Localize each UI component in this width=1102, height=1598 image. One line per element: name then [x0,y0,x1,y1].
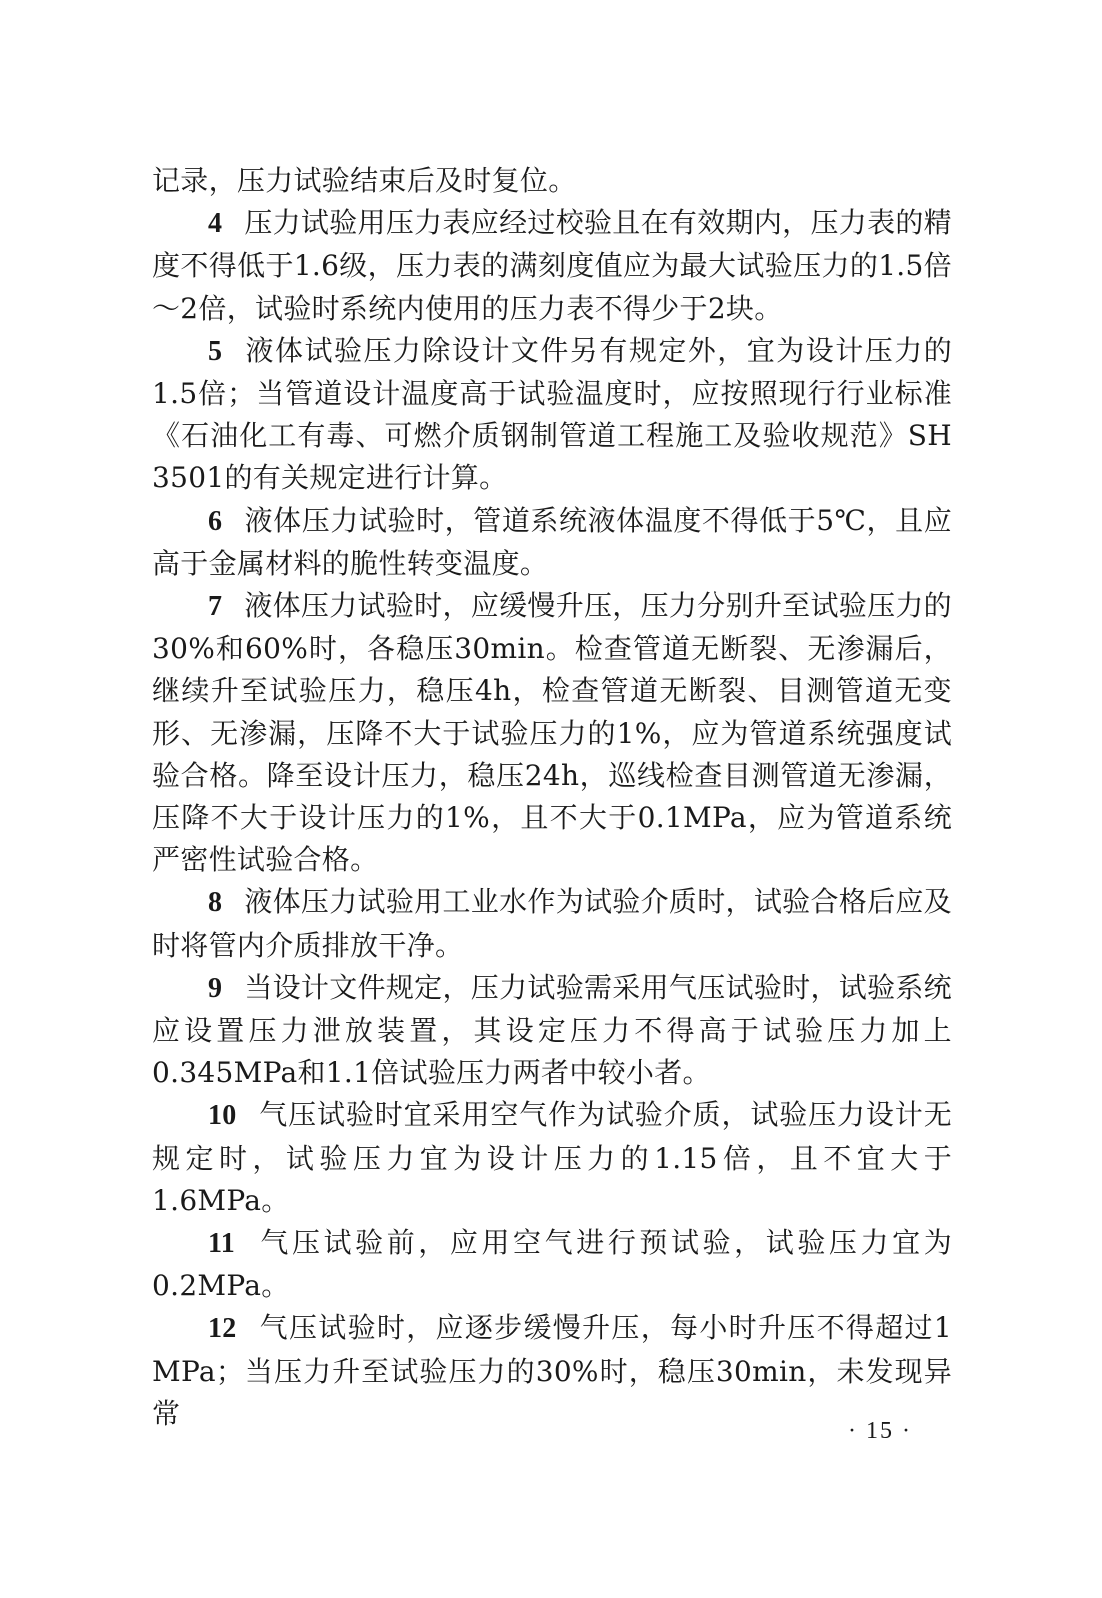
list-item [152,202,952,330]
item-text: 气压试验时，应逐步缓慢升压，每小时升压不得超过1 MPa；当压力升至试验压力的30%时，稳压30min，未发现异常 [152,1311,952,1430]
item-number: 12 [208,1313,237,1345]
item-text: 液体压力试验用工业水作为试验介质时，试验合格后应及时将管内介质排放干净。 [152,885,952,962]
page-number: · 15 · [848,1418,912,1444]
list-item [152,881,952,966]
item-number: 5 [208,335,223,367]
list-item [152,585,952,881]
list-item [152,1094,952,1222]
list-item [152,1222,952,1307]
item-text: 液体试验压力除设计文件另有规定外，宜为设计压力的1.5倍；当管道设计温度高于试验温度时，应按照现行行业标准《石油化工有毒、可燃介质钢制管道工程施工及验收规范》SH 3501的有关规定进行计算。 [152,333,952,495]
item-text: 液体压力试验时，管道系统液体温度不得低于5℃，且应高于金属材料的脆性转变温度。 [152,503,952,580]
item-number: 6 [208,505,223,537]
item-text: 液体压力试验时，应缓慢升压，压力分别升至试验压力的30%和60%时，各稳压30min。检查管道无断裂、无渗漏后，继续升至试验压力，稳压4h，检查管道无断裂、目测管道无变形、无渗漏，压降不大于试验压力的1%，应为管道系统强度试验合格。降至设计压力，稳压24h，巡线检查目测管道无渗漏，压降不大于设计压力的1%，且不大于0.1MPa，应为管道系统严密性试验合格。 [152,589,952,877]
item-text: 气压试验前，应用空气进行预试验，试验压力宜为0.2MPa。 [152,1226,952,1303]
continuation-paragraph: 记录，压力试验结束后及时复位。 [152,164,577,197]
item-text: 气压试验时宜采用空气作为试验介质，试验压力设计无规定时，试验压力宜为设计压力的1.15倍，且不宜大于1.6MPa。 [152,1098,952,1217]
item-number: 10 [208,1100,237,1132]
item-number: 4 [208,208,223,240]
list-item [152,967,952,1095]
list-item [152,500,952,585]
item-text: 压力试验用压力表应经过校验且在有效期内，压力表的精度不得低于1.6级，压力表的满刻度值应为最大试验压力的1.5倍～2倍，试验时系统内使用的压力表不得少于2块。 [152,206,952,325]
item-number: 8 [208,887,223,919]
list-item [152,330,952,500]
item-number: 7 [208,591,223,623]
list-item [152,1307,952,1435]
item-text: 当设计文件规定，压力试验需采用气压试验时，试验系统应设置压力泄放装置，其设定压力不得高于试验压力加上0.345MPa和1.1倍试验压力两者中较小者。 [152,970,952,1090]
item-number: 9 [208,972,223,1004]
body-text [152,160,952,1435]
item-number: 11 [208,1228,236,1260]
